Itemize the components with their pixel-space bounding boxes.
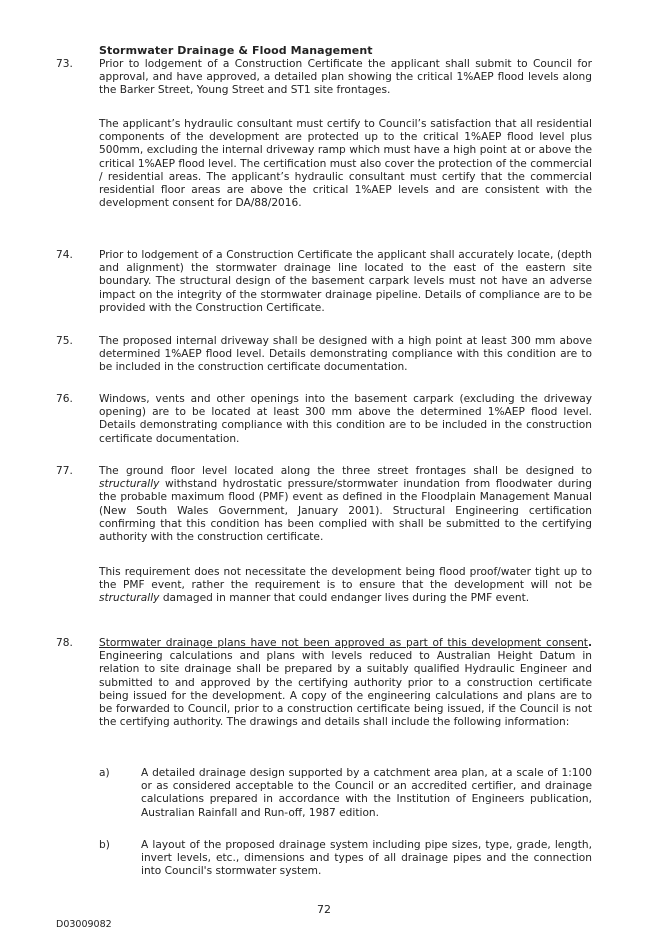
page-number: 72 [317,903,331,916]
condition-77-p1-b: withstand hydrostatic pressure/stormwater inundation from floodwater during the probable maximum flood (PMF) event as defined in the Floodplain Management Manual (New South Wales Government, January 2001). Structural Engineering certification confirming that this condition has been complied with shall be submitted to the certifying authority with the construction certificate. [99,478,592,544]
condition-78-para-1 [99,637,592,729]
condition-77-p2-a: This requirement does not necessitate the development being flood proof/water tight up to the PMF event, rather the requirement is to ensure that the development will not be [99,566,592,592]
condition-74-para-1: Prior to lodgement of a Construction Certificate the applicant shall accurately locate, (depth and alignment) the stormwater drainage line located to the east of the eastern site boundary. The structural design of the basement carpark levels must not have an adverse impact on the integrity of the stormwater drainage pipeline. Details of compliance are to be provided with the Construction Certificate. [99,249,592,314]
condition-78-underlined-text: Stormwater drainage plans have not been approved as part of this development consent [99,637,588,649]
condition-77-para-2 [99,566,592,606]
document-id: D03009082 [56,919,112,930]
condition-73-para-1: Prior to lodgement of a Construction Certificate the applicant shall submit to Council for approval, and have approved, a detailed plan showing the critical 1%AEP flood levels along the Barker Street, Young Street and ST1 site frontages. [99,58,592,97]
condition-75-para-1: The proposed internal driveway shall be designed with a high point at least 300 mm above determined 1%AEP flood level. Details demonstrating compliance with this condition are to be included in the construction certificate documentation. [99,335,592,374]
condition-76-para-1: Windows, vents and other openings into the basement carpark (excluding the driveway opening) are to be located at least 300 mm above the determined 1%AEP flood level. Details demonstrating compliance with this condition are to be included in the construction certificate documentation. [99,393,592,445]
condition-78-item-b-text: A layout of the proposed drainage system including pipe sizes, type, grade, length, invert levels, etc., dimensions and types of all drainage pipes and the connection into Council's stormwater system. [141,839,592,878]
condition-78-item-a-text: A detailed drainage design supported by a catchment area plan, at a scale of 1:100 or as considered acceptable to the Council or an accredited certifier, and drainage calculations prepared in accordance with the Institution of Engineers publication, Australian Rainfall and Run-off, 1987 edition. [141,767,592,819]
condition-78-item-a-letter: a) [99,767,110,779]
condition-number-75: 75. [56,335,73,347]
condition-77-p2-emphasis: structurally [99,592,160,605]
condition-number-76: 76. [56,393,73,405]
condition-77-para-1 [99,465,592,544]
condition-73-para-2: The applicant’s hydraulic consultant must certify to Council’s satisfaction that all residential components of the development are protected up to the critical 1%AEP flood level plus 500mm, excluding the internal driveway ramp which must have a high point at or above the critical 1%AEP flood level. The certification must also cover the protection of the commercial / residential areas. The applicant’s hydraulic consultant must certify that the commercial residential floor areas are above the critical 1%AEP levels and are consistent with the development consent for DA/88/2016. [99,118,592,210]
condition-78-rest: Engineering calculations and plans with levels reduced to Australian Height Datum in relation to site drainage shall be prepared by a suitably qualified Hydraulic Engineer and submitted to and approved by the certifying authority prior to a construction certificate being issued for the development. A copy of the engineering calculations and plans are to be forwarded to Council, prior to a construction certificate being issued, if the Council is not the certifying authority. The drawings and details shall include the following information: [99,650,592,729]
condition-77-p1-emphasis: structurally [99,478,160,491]
condition-number-77: 77. [56,465,73,477]
condition-77-p1-a: The ground floor level located along the three street frontages shall be designed to [99,465,592,477]
section-heading: Stormwater Drainage & Flood Management [99,44,373,57]
condition-78-bold-period: . [587,637,592,649]
condition-number-78: 78. [56,637,73,649]
condition-78-item-b-letter: b) [99,839,110,851]
condition-77-p2-b: damaged in manner that could endanger lives during the PMF event. [159,592,530,605]
condition-number-74: 74. [56,249,73,261]
condition-number-73: 73. [56,58,73,70]
